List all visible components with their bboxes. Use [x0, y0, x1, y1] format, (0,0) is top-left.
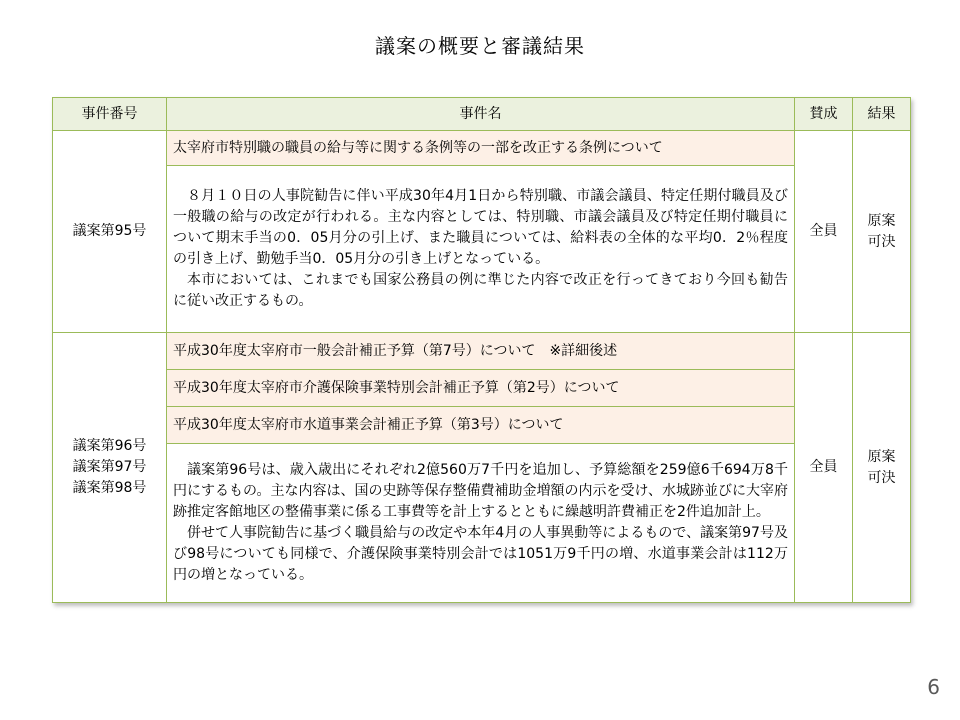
description-96-98-para1: 議案第96号は、歳入歳出にそれぞれ2億560万7千円を追加し、予算総額を259億6千694万8千円にするもの。主な内容は、国の史跡等保存整備費補助金増額の内示を受け、水城跡並びに大宰府跡推定客館地区の整備事業に係る工事費等を計上するとともに繰越明許費補正を2件追加計上。	[173, 462, 788, 520]
table-row	[53, 407, 911, 444]
description-96-98	[167, 444, 795, 603]
header-result: 結果	[853, 98, 911, 131]
description-95	[167, 166, 795, 333]
case-number-95: 議案第95号	[53, 131, 167, 333]
case-number-96-98	[53, 333, 167, 603]
vote-95: 全員	[795, 131, 853, 333]
page-title: 議案の概要と審議結果	[375, 34, 585, 58]
result-95-line2: 可決	[867, 233, 896, 250]
description-96-98-para2: 併せて人事院勧告に基づく職員給与の改定や本年4月の人事異動等によるもので、議案第97号及び98号についても同様で、介護保険事業特別会計では1051万9千円の増、水道事業会計は112万円の増となっている。	[173, 525, 788, 583]
description-95-para1: ８月１０日の人事院勧告に伴い平成30年4月1日から特別職、市議会議員、特定任期付職員及び一般職の給与の改定が行われる。主な内容としては、特別職、市議会議員及び特定任期付職員について期末手当の0．05月分の引上げ、また職員については、給料表の全体的な平均0．2％程度の引き上げ、勤勉手当0．05月分の引き上げとなっている。	[173, 188, 788, 267]
result-96-98-line1: 原案	[867, 448, 896, 465]
vote-96-98: 全員	[795, 333, 853, 603]
table-row	[53, 370, 911, 407]
case-name-95: 太宰府市特別職の職員の給与等に関する条例等の一部を改正する条例について	[167, 131, 795, 166]
result-95	[853, 131, 911, 333]
case-name-97: 平成30年度太宰府市介護保険事業特別会計補正予算（第2号）について	[167, 370, 795, 407]
header-case-name: 事件名	[167, 98, 795, 131]
case-name-96: 平成30年度太宰府市一般会計補正予算（第7号）について ※詳細後述	[167, 333, 795, 370]
table-row	[53, 131, 911, 166]
table-row	[53, 166, 911, 333]
result-95-line1: 原案	[867, 212, 896, 229]
description-95-para2: 本市においては、これまでも国家公務員の例に準じた内容で改正を行ってきており今回も勧告に従い改正するもの。	[173, 272, 788, 309]
table-row	[53, 333, 911, 370]
case-name-98: 平成30年度太宰府市水道事業会計補正予算（第3号）について	[167, 407, 795, 444]
result-96-98-line2: 可決	[867, 469, 896, 486]
result-96-98	[853, 333, 911, 603]
table-header-row	[53, 98, 911, 131]
header-approval: 賛成	[795, 98, 853, 131]
agenda-table	[52, 97, 911, 603]
header-case-number: 事件番号	[53, 98, 167, 131]
case-number-98: 議案第98号	[72, 480, 147, 496]
page-number: 6	[927, 675, 940, 699]
case-number-97: 議案第97号	[72, 459, 147, 475]
table-row	[53, 444, 911, 603]
case-number-96: 議案第96号	[72, 438, 147, 454]
